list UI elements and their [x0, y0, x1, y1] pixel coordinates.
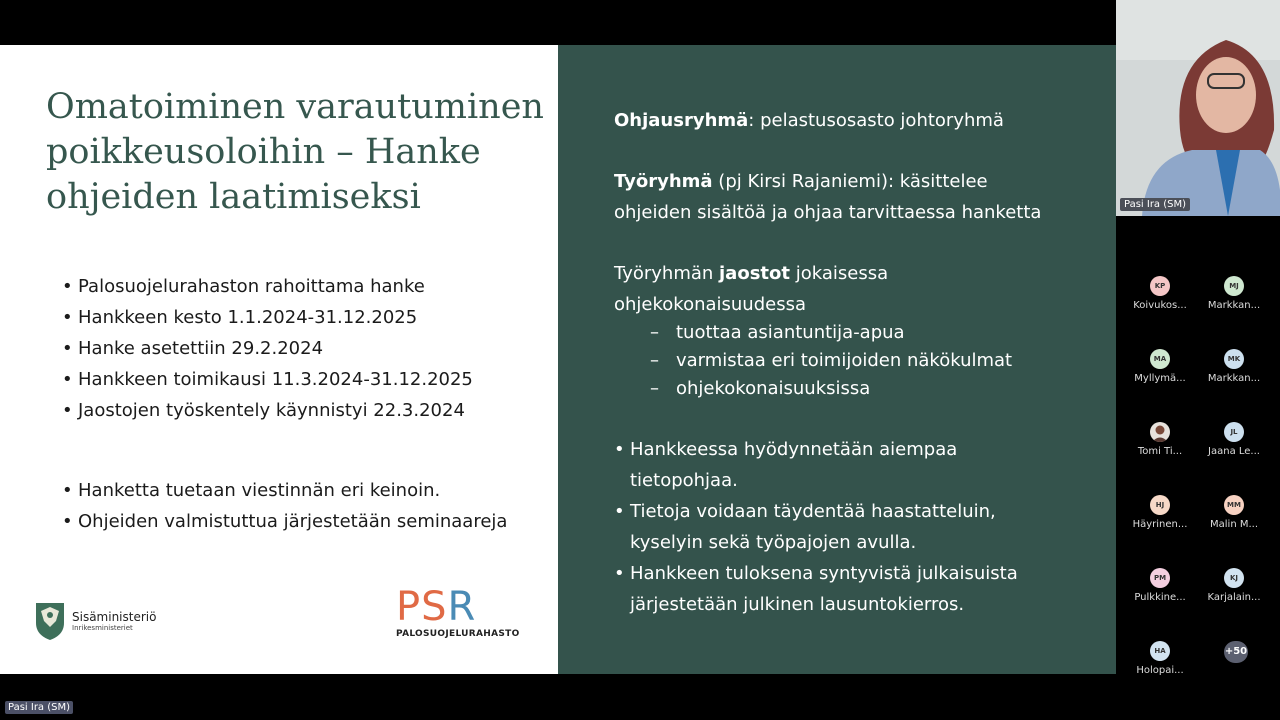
list-item: [614, 558, 1018, 620]
participant-tile[interactable]: [1195, 349, 1273, 384]
list-item-line: tietopohjaa.: [630, 470, 738, 491]
avatar: HA: [1150, 641, 1170, 661]
participant-tile[interactable]: [1121, 276, 1199, 311]
list-item-line: Hankkeen tuloksena syntyvistä julkaisuista: [630, 563, 1018, 584]
speaker-video-icon: [1116, 0, 1280, 216]
slide-title: [46, 85, 556, 220]
tyoryhma-label: Työryhmä: [614, 171, 713, 192]
list-item: – varmistaa eri toimijoiden näkökulmat: [650, 347, 1012, 375]
tyoryhma-desc-line2: ohjeiden sisältöä ja ohjaa tarvittaessa hanketta: [614, 202, 1042, 223]
participant-tile[interactable]: [1121, 568, 1199, 603]
more-participants-button[interactable]: +50: [1224, 641, 1248, 663]
participant-name: Karjalain...: [1207, 592, 1261, 603]
logo-name: Sisäministeriö: [72, 610, 157, 624]
jaostot-desc: jokaisessa: [790, 263, 889, 284]
crest-icon: [34, 601, 66, 641]
jaostot-text: [614, 258, 888, 320]
list-item-continuation: [650, 375, 1012, 403]
psr-logo: [396, 584, 520, 651]
ohjausryhma-desc: : pelastusosasto johtoryhmä: [748, 110, 1004, 131]
participant-name: Myllymä...: [1134, 373, 1186, 384]
list-item: • Palosuojelurahaston rahoittama hanke: [62, 271, 473, 302]
method-list: [614, 434, 1018, 620]
jaostot-pre: Työryhmän: [614, 263, 720, 284]
tyoryhma-text: [614, 166, 1041, 228]
project-facts-list: [62, 271, 473, 426]
participant-tile[interactable]: [1195, 276, 1273, 311]
psr-mark-r: R: [447, 584, 477, 630]
psr-logo-mark: [396, 585, 516, 629]
list-item-line: Tietoja voidaan täydentää haastatteluin,: [630, 501, 996, 522]
participant-name: Malin M...: [1210, 519, 1258, 530]
participant-tile[interactable]: [1121, 422, 1199, 457]
avatar: MA: [1150, 349, 1170, 369]
list-item: • Jaostojen työskentely käynnistyi 22.3.2024: [62, 395, 473, 426]
list-item: • Hankkeen kesto 1.1.2024-31.12.2025: [62, 302, 473, 333]
sisaministerio-logo: [34, 601, 194, 643]
jaostot-desc-line2: ohjekokonaisuudessa: [614, 294, 807, 315]
participant-tile[interactable]: [1195, 422, 1273, 457]
avatar: HJ: [1150, 495, 1170, 515]
participant-name: Jaana Le...: [1208, 446, 1260, 457]
slide-left-panel: [0, 45, 558, 674]
list-item: • Ohjeiden valmistuttua järjestetään seminaareja: [62, 506, 507, 537]
ohjausryhma-text: [614, 105, 1004, 136]
slide-title-line: Omatoiminen varautuminen: [46, 87, 544, 127]
person-photo-icon: [1150, 422, 1170, 442]
avatar: JL: [1224, 422, 1244, 442]
list-item: [614, 434, 1018, 496]
slide-right-panel: [558, 45, 1116, 674]
list-item: • Hanke asetettiin 29.2.2024: [62, 333, 473, 364]
ohjausryhma-label: Ohjausryhmä: [614, 110, 749, 131]
slide-title-line: poikkeusoloihin – Hanke: [46, 132, 481, 172]
participant-name: Markkan...: [1207, 373, 1261, 384]
list-item: [614, 496, 1018, 558]
slide-title-line: ohjeiden laatimiseksi: [46, 177, 421, 217]
project-communication-list: [62, 475, 507, 537]
avatar-photo-icon: [1150, 422, 1170, 442]
list-item-line: kyselyin sekä työpajojen avulla.: [630, 532, 917, 553]
list-item: • Hankkeen toimikausi 11.3.2024-31.12.2025: [62, 364, 473, 395]
participant-name: Markkan...: [1207, 300, 1261, 311]
avatar: MJ: [1224, 276, 1244, 296]
participant-tile[interactable]: [1121, 495, 1199, 530]
participants-panel: [1116, 216, 1280, 696]
logo-subname: Inrikesministeriet: [72, 624, 133, 632]
avatar: PM: [1150, 568, 1170, 588]
participant-tile[interactable]: [1121, 641, 1199, 676]
presentation-slide: [0, 45, 1116, 674]
speaker-name-label: Pasi Ira (SM): [1120, 198, 1190, 211]
avatar: MM: [1224, 495, 1244, 515]
avatar: MK: [1224, 349, 1244, 369]
tyoryhma-desc: (pj Kirsi Rajaniemi): käsittelee: [712, 171, 988, 192]
list-item-line: Hankkeessa hyödynnetään aiempaa: [630, 439, 958, 460]
participant-tile[interactable]: [1121, 349, 1199, 384]
list-item: – tuottaa asiantuntija-apua: [650, 319, 1012, 347]
avatar: KJ: [1224, 568, 1244, 588]
participant-name: Pulkkine...: [1134, 592, 1186, 603]
participant-name: Häyrinen...: [1132, 519, 1188, 530]
list-item-line: järjestetään julkinen lausuntokierros.: [630, 594, 965, 615]
participant-name: Tomi Ti...: [1137, 446, 1183, 457]
avatar: KP: [1150, 276, 1170, 296]
psr-logo-text: PALOSUOJELURAHASTO: [396, 629, 520, 639]
list-item-text: ohjekokonaisuuksissa: [676, 378, 871, 399]
participant-name: Holopai...: [1136, 665, 1184, 676]
psr-mark-ps: PS: [396, 584, 448, 630]
jaostot-label: jaostot: [719, 263, 790, 284]
presenter-name-label: Pasi Ira (SM): [5, 701, 73, 714]
speaker-video-tile[interactable]: [1116, 0, 1280, 216]
participant-tile[interactable]: [1195, 568, 1273, 603]
participant-tile[interactable]: [1195, 495, 1273, 530]
list-item: • Hanketta tuetaan viestinnän eri keinoin.: [62, 475, 507, 506]
jaostot-tasks-list: [650, 319, 1012, 403]
participant-name: Koivukos...: [1133, 300, 1187, 311]
